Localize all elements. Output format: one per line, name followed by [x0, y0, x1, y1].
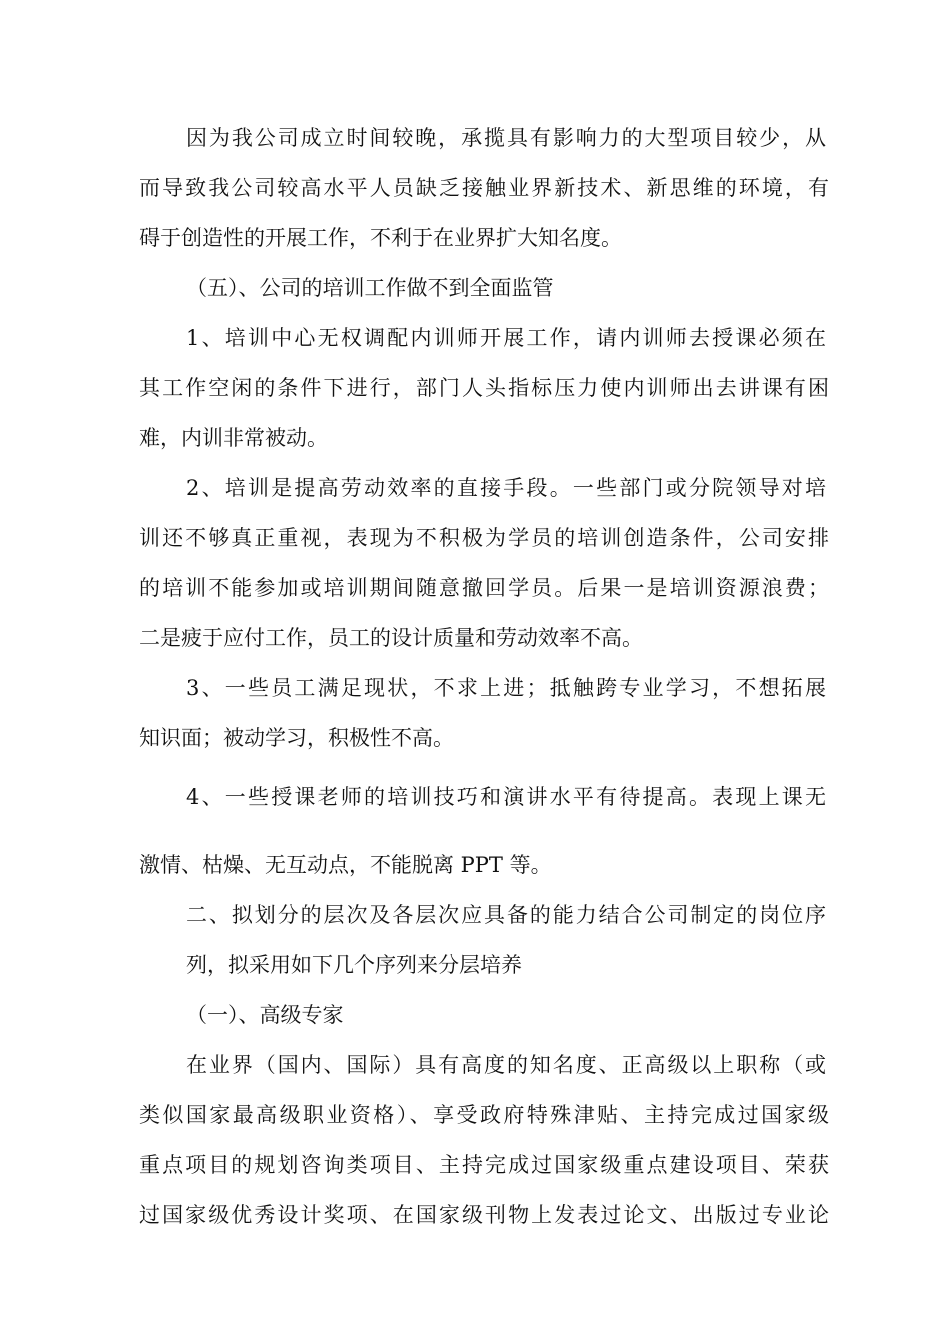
paragraph-line: 过国家级优秀设计奖项、在国家级刊物上发表过论文、出版过专业论 [139, 1203, 829, 1227]
paragraph-line: 激情、枯燥、无互动点，不能脱离 PPT 等。 [139, 853, 552, 877]
section-heading: （五）、公司的培训工作做不到全面监管 [186, 276, 554, 300]
paragraph-line: 二是疲于应付工作，员工的设计质量和劳动效率不高。 [139, 626, 643, 650]
paragraph-line: 知识面；被动学习，积极性不高。 [139, 726, 454, 750]
paragraph-line: 3、一些员工满足现状，不求上进；抵触跨专业学习，不想拓展 [186, 676, 826, 700]
paragraph-line: 4、一些授课老师的培训技巧和演讲水平有待提高。表现上课无 [186, 785, 826, 809]
section-heading: （一）、高级专家 [186, 1003, 344, 1027]
paragraph-line: 重点项目的规划咨询类项目、主持完成过国家级重点建设项目、荣获 [139, 1153, 829, 1177]
paragraph-line: 的培训不能参加或培训期间随意撤回学员。后果一是培训资源浪费； [139, 576, 829, 600]
paragraph-line: 其工作空闲的条件下进行，部门人头指标压力使内训师出去讲课有困 [139, 376, 829, 400]
paragraph-line: 1、培训中心无权调配内训师开展工作，请内训师去授课必须在 [186, 326, 826, 350]
paragraph-line: 训还不够真正重视，表现为不积极为学员的培训创造条件，公司安排 [139, 526, 829, 550]
section-heading: 二、拟划分的层次及各层次应具备的能力结合公司制定的岗位序 [186, 903, 826, 927]
paragraph-line: 碍于创造性的开展工作，不利于在业界扩大知名度。 [139, 226, 622, 250]
section-heading: 列，拟采用如下几个序列来分层培养 [186, 953, 522, 977]
paragraph-line: 而导致我公司较高水平人员缺乏接触业界新技术、新思维的环境，有 [139, 176, 829, 200]
paragraph-line: 难，内训非常被动。 [139, 426, 328, 450]
paragraph-line: 2、培训是提高劳动效率的直接手段。一些部门或分院领导对培 [186, 476, 826, 500]
paragraph-line: 因为我公司成立时间较晚，承揽具有影响力的大型项目较少，从 [186, 126, 826, 150]
paragraph-line: 在业界（国内、国际）具有高度的知名度、正高级以上职称（或 [186, 1053, 826, 1077]
paragraph-line: 类似国家最高级职业资格）、享受政府特殊津贴、主持完成过国家级 [139, 1103, 829, 1127]
